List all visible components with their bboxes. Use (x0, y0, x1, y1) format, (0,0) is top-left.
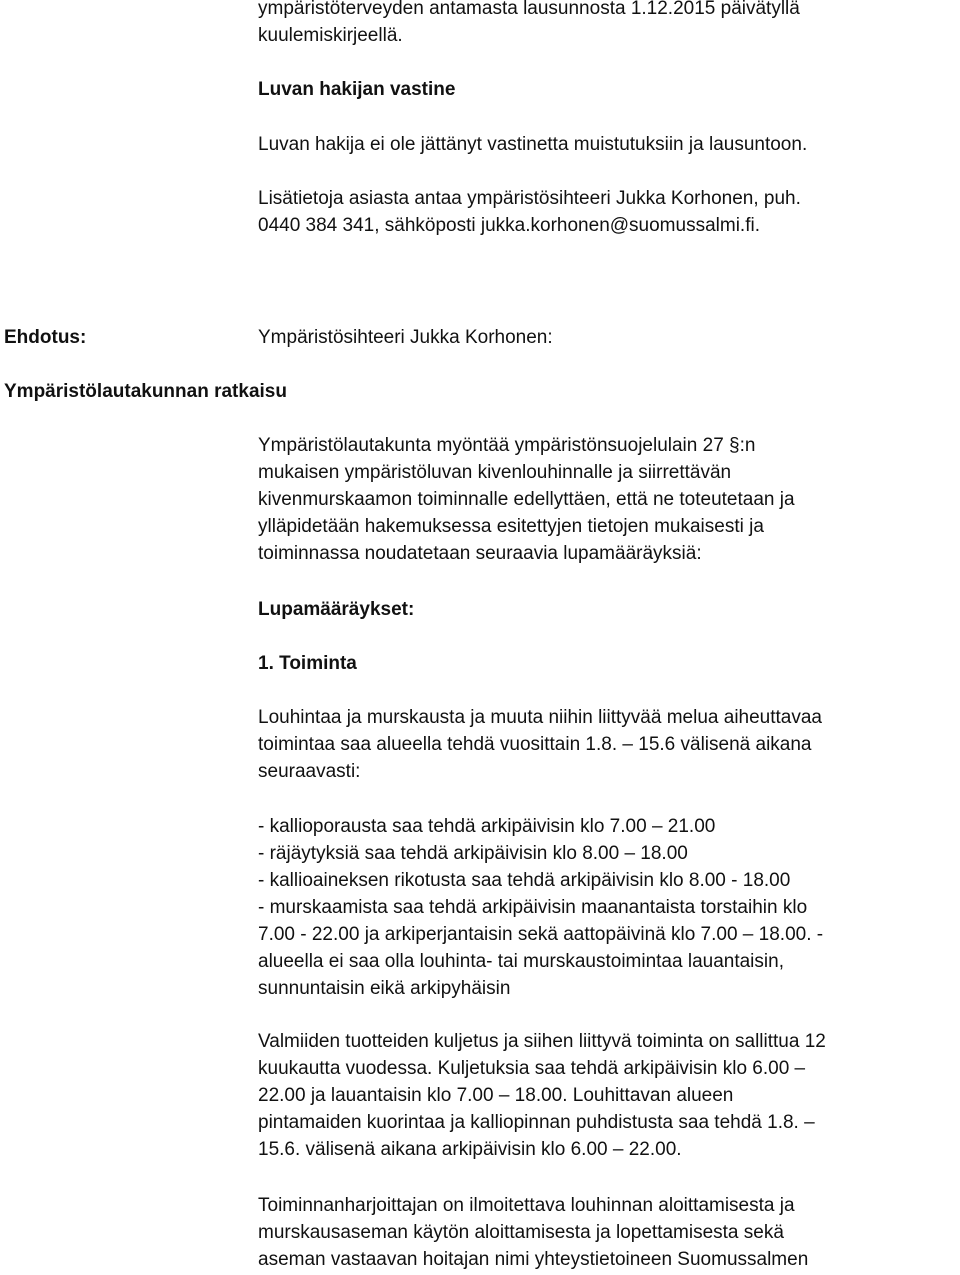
text-line: aseman vastaavan hoitajan nimi yhteystietoineen Suomussalmen (258, 1249, 809, 1270)
text-line: Valmiiden tuotteiden kuljetus ja siihen liittyvä toiminta on sallittua 12 (258, 1031, 826, 1052)
decision-paragraph (258, 432, 958, 567)
text-line: pintamaiden kuorintaa ja kalliopinnan puhdistusta saa tehdä 1.8. – (258, 1112, 815, 1133)
ehdotus-value: Ympäristösihteeri Jukka Korhonen: (258, 327, 553, 348)
intro-paragraph (258, 0, 958, 49)
text-line: ylläpidetään hakemuksessa esitettyjen tietojen mukaisesti ja (258, 516, 764, 537)
text-line: Lisätietoja asiasta antaa ympäristösihteeri Jukka Korhonen, puh. (258, 188, 801, 209)
lisatietoja-paragraph (258, 185, 958, 239)
list-item: sunnuntaisin eikä arkipyhäisin (258, 978, 511, 999)
lupamaaraykset-heading: Lupamääräykset: (258, 599, 415, 620)
text-line: mukaisen ympäristöluvan kivenlouhinnalle ja siirrettävän (258, 462, 732, 483)
text-line: 0440 384 341, sähköposti jukka.korhonen@suomussalmi.fi. (258, 215, 760, 236)
text-line: ympäristöterveyden antamasta lausunnosta 1.12.2015 päivätyllä (258, 0, 800, 19)
text-line: murskausaseman käytön aloittamisesta ja lopettamisesta sekä (258, 1222, 784, 1243)
text-line: kuulemiskirjeellä. (258, 25, 403, 46)
list-item: - murskaamista saa tehdä arkipäivisin maanantaista torstaihin klo (258, 897, 808, 918)
text-line: toiminnassa noudatetaan seuraavia lupamääräyksiä: (258, 543, 702, 564)
toiminta-list (258, 813, 958, 1002)
text-line: kivenmurskaamon toiminnalle edellyttäen, että ne toteutetaan ja (258, 489, 795, 510)
vastine-heading: Luvan hakijan vastine (258, 79, 456, 100)
toiminta-paragraph-2 (258, 1028, 958, 1163)
toiminta-paragraph-1 (258, 704, 958, 785)
list-item: 7.00 - 22.00 ja arkiperjantaisin sekä aattopäivinä klo 7.00 – 18.00. - (258, 924, 824, 945)
text-line: toimintaa saa alueella tehdä vuosittain 1.8. – 15.6 välisenä aikana (258, 734, 812, 755)
text-line: Toiminnanharjoittajan on ilmoitettava louhinnan aloittamisesta ja (258, 1195, 795, 1216)
text-line: 15.6. välisenä aikana arkipäivisin klo 6.00 – 22.00. (258, 1139, 682, 1160)
text-line: Louhintaa ja murskausta ja muuta niihin liittyvää melua aiheuttavaa (258, 707, 822, 728)
list-item: - kallioaineksen rikotusta saa tehdä arkipäivisin klo 8.00 - 18.00 (258, 870, 791, 891)
ratkaisu-label: Ympäristölautakunnan ratkaisu (4, 381, 287, 402)
text-line: seuraavasti: (258, 761, 361, 782)
list-item: alueella ei saa olla louhinta- tai murskaustoimintaa lauantaisin, (258, 951, 784, 972)
list-item: - kallioporausta saa tehdä arkipäivisin klo 7.00 – 21.00 (258, 816, 716, 837)
text-line: Ympäristölautakunta myöntää ympäristönsuojelulain 27 §:n (258, 435, 756, 456)
list-item: - räjäytyksiä saa tehdä arkipäivisin klo 8.00 – 18.00 (258, 843, 688, 864)
text-line: kuukautta vuodessa. Kuljetuksia saa tehdä arkipäivisin klo 6.00 – (258, 1058, 806, 1079)
vastine-text: Luvan hakija ei ole jättänyt vastinetta muistutuksiin ja lausuntoon. (258, 134, 808, 155)
text-line: 22.00 ja lauantaisin klo 7.00 – 18.00. Louhittavan alueen (258, 1085, 734, 1106)
toiminta-paragraph-3 (258, 1192, 958, 1273)
toiminta-heading: 1. Toiminta (258, 653, 357, 674)
ehdotus-label: Ehdotus: (4, 327, 87, 348)
